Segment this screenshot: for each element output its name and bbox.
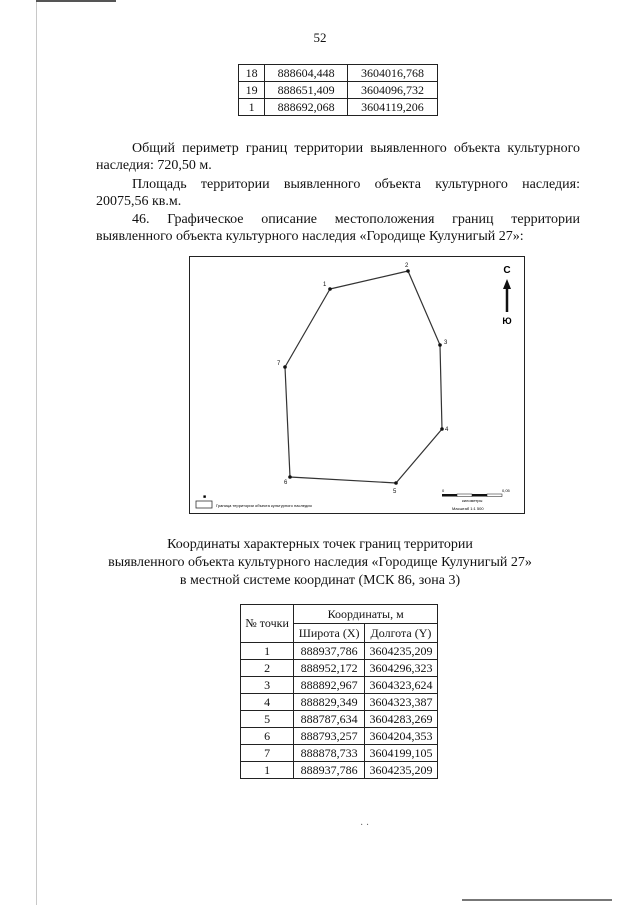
table-header-row: [241, 605, 438, 624]
table-cell: 18: [239, 65, 265, 82]
point-label-6: 6: [284, 480, 288, 486]
scan-artifact-top: [36, 0, 116, 2]
table-cell: 3604096,732: [347, 82, 437, 99]
boundary-points: [283, 269, 444, 485]
table-cell: 7: [241, 745, 294, 762]
point-label-7: 7: [277, 361, 281, 367]
boundary-map: [189, 256, 525, 514]
table-cell: 2: [241, 660, 294, 677]
scan-speck: · ·: [360, 820, 370, 831]
scale-end: 0,05: [502, 488, 510, 493]
table-row: [241, 643, 438, 660]
table-cell: 3604296,323: [364, 660, 437, 677]
page-number: 52: [313, 30, 327, 45]
table-cell: 3: [241, 677, 294, 694]
table-cell: 888692,068: [265, 99, 348, 116]
section-number: 46.: [132, 212, 150, 227]
south-label: Ю: [502, 316, 512, 326]
table-row: [241, 660, 438, 677]
boundary-polygon: [285, 271, 442, 483]
table-cell: 3604235,209: [364, 643, 437, 660]
table-cell: 888892,967: [294, 677, 365, 694]
point-label-1: 1: [323, 282, 327, 288]
table-row: [241, 694, 438, 711]
table-cell: 1: [241, 643, 294, 660]
scan-artifact-bottom: [462, 899, 612, 901]
scale-start: 0: [442, 488, 445, 493]
table-row: [241, 711, 438, 728]
boundary-point-4: [440, 427, 444, 431]
boundary-point-3: [438, 343, 442, 347]
table-cell: 3604235,209: [364, 762, 437, 779]
point-label-5: 5: [393, 489, 397, 495]
continuation-coords-table: [238, 64, 438, 116]
table-cell: 19: [239, 82, 265, 99]
header-longitude: Долгота (Y): [364, 624, 437, 643]
table-cell: 888829,349: [294, 694, 365, 711]
boundary-point-1: [328, 287, 332, 291]
table-row: [239, 99, 438, 116]
point-label-3: 3: [444, 340, 448, 346]
table-row: [239, 65, 438, 82]
header-latitude: Широта (X): [294, 624, 365, 643]
table-cell: 3604199,105: [364, 745, 437, 762]
table-cell: 5: [241, 711, 294, 728]
scale-ratio: Масштаб 1:1 500: [452, 506, 484, 511]
table-cell: 888937,786: [294, 762, 365, 779]
point-label-2: 2: [405, 263, 409, 269]
table-row: [241, 745, 438, 762]
boundary-map-svg: [190, 257, 524, 513]
table-row: [241, 762, 438, 779]
table-cell: 3604119,206: [347, 99, 437, 116]
table-row: [241, 728, 438, 745]
table-cell: 888793,257: [294, 728, 365, 745]
scale-unit: километры: [462, 498, 483, 503]
table-cell: 888651,409: [265, 82, 348, 99]
table-cell: 3604323,387: [364, 694, 437, 711]
map-legend: [196, 494, 312, 508]
table-row: [239, 82, 438, 99]
graphic-description-text: Графическое описание местоположения границ территории выявленного объекта культурного наследия «Городище Кулунигый 27»:: [96, 212, 581, 244]
table-cell: 888604,448: [265, 65, 348, 82]
north-label: С: [503, 265, 511, 276]
graphic-description-paragraph: [96, 211, 580, 245]
legend-marker-icon: ■: [203, 494, 207, 500]
table-cell: 6: [241, 728, 294, 745]
boundary-point-7: [283, 365, 287, 369]
area-paragraph: Площадь территории выявленного объекта культурного наследия: 20075,56 кв.м.: [96, 177, 580, 209]
table-row: [241, 677, 438, 694]
coords-caption-line-2: выявленного объекта культурного наследия «Городище Кулунигый 27»: [108, 555, 532, 570]
table-cell: 888952,172: [294, 660, 365, 677]
table-cell: 3604016,768: [347, 65, 437, 82]
table-cell: 3604323,624: [364, 677, 437, 694]
point-label-4: 4: [445, 427, 449, 433]
table-cell: 3604204,353: [364, 728, 437, 745]
table-cell: 1: [241, 762, 294, 779]
coords-caption-line-3: в местной системе координат (МСК 86, зона 3): [179, 573, 461, 588]
boundary-point-2: [406, 269, 410, 273]
table-cell: 1: [239, 99, 265, 116]
legend-text: Граница территории объекта культурного наследия: [216, 503, 312, 508]
north-arrow-icon: [502, 265, 511, 326]
legend-swatch: [196, 501, 212, 508]
table-cell: 888878,733: [294, 745, 365, 762]
table-cell: 4: [241, 694, 294, 711]
coordinates-table: [240, 604, 438, 779]
scale-bar: [442, 488, 511, 511]
table-cell: 888787,634: [294, 711, 365, 728]
boundary-point-6: [288, 475, 292, 479]
header-point-number: № точки: [241, 605, 294, 643]
perimeter-paragraph: Общий периметр границ территории выявленного объекта культурного наследия: 720,50 м.: [96, 141, 580, 173]
header-coordinates: Координаты, м: [294, 605, 438, 624]
boundary-point-5: [394, 481, 398, 485]
coords-caption-line-1: Координаты характерных точек границ территории: [167, 537, 473, 552]
table-cell: 3604283,269: [364, 711, 437, 728]
page-edge-line: [36, 0, 37, 905]
table-cell: 888937,786: [294, 643, 365, 660]
